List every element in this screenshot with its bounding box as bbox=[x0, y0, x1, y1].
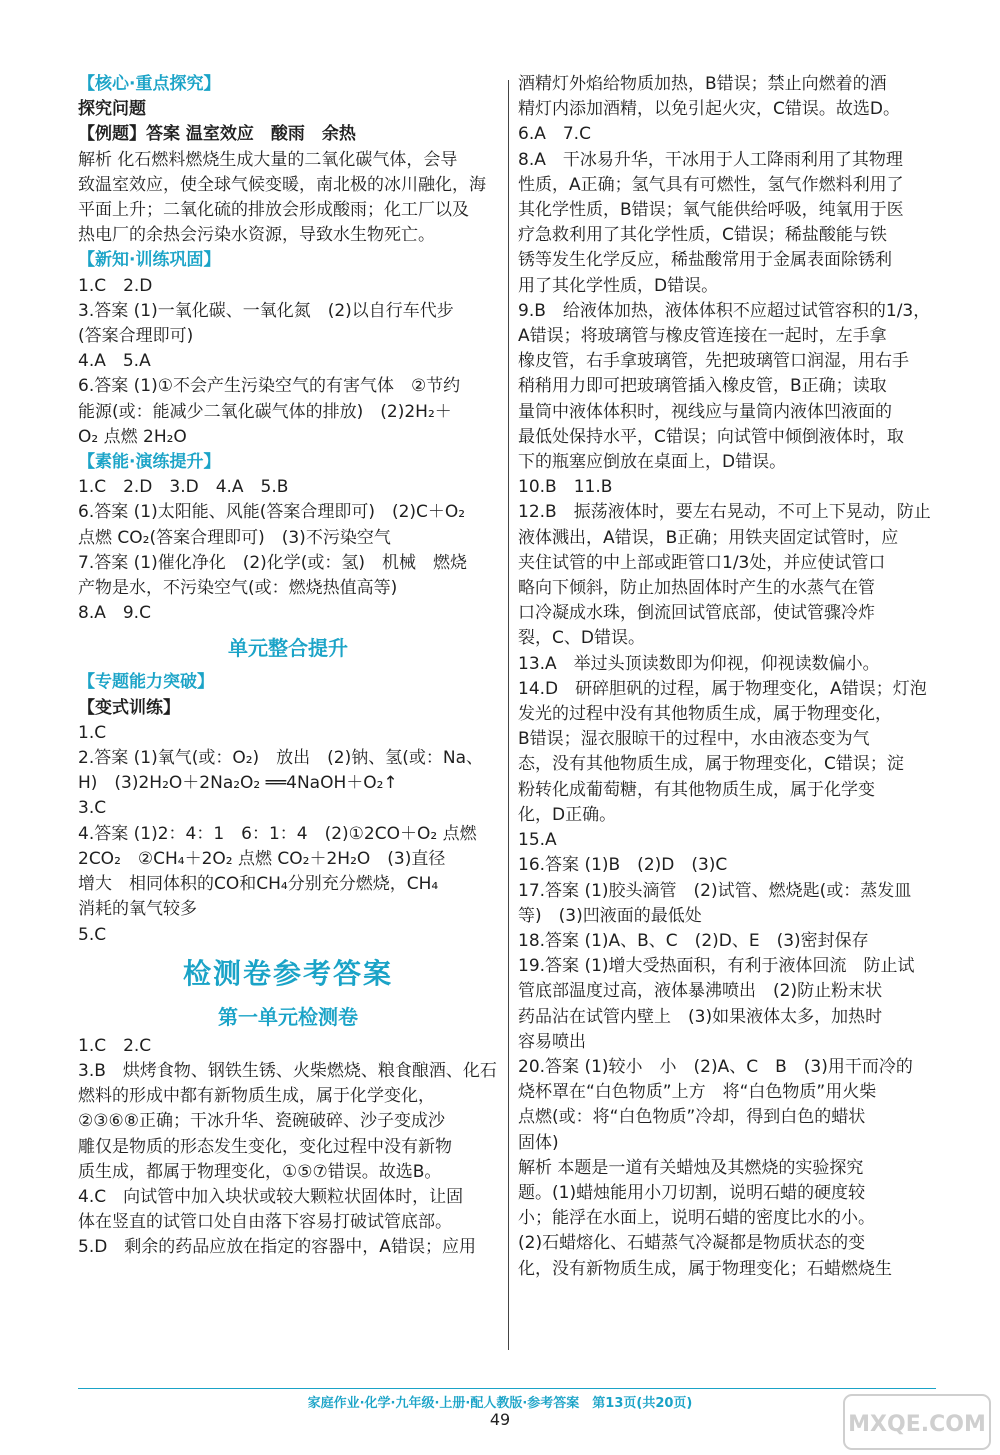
text-line: 热电厂的余热会污染水资源，导致水生物死亡。 bbox=[78, 225, 435, 246]
text-line: 【变式训练】 bbox=[78, 697, 180, 718]
text-line: 雕仅是物质的形态发生变化，变化过程中没有新物 bbox=[78, 1136, 452, 1157]
page-number: 49 bbox=[489, 1410, 511, 1429]
text-line: 16.答案 (1)B (2)D (3)C bbox=[518, 855, 728, 876]
text-line: 8.A 干冰易升华，干冰用于人工降雨利用了其物理 bbox=[518, 149, 903, 170]
text-line: 解析 本题是一道有关蜡烛及其燃烧的实验探究 bbox=[518, 1157, 864, 1178]
left-column bbox=[78, 72, 498, 1261]
text-line: ②③⑥⑧正确；干冰升华、瓷碗破碎、沙子变成沙 bbox=[78, 1111, 445, 1132]
text-line: 8.A 9.C bbox=[78, 603, 151, 624]
text-line: 橡皮管，右手拿玻璃管，先把玻璃管口润湿，用右手 bbox=[518, 351, 909, 372]
text-line: 态，没有其他物质生成，属于物理变化，C错误；淀 bbox=[518, 754, 904, 775]
text-line: 最低处保持水平，C错误；向试管中倾倒液体时，取 bbox=[518, 426, 904, 447]
footer-rule bbox=[78, 1388, 936, 1389]
text-line: 5.C bbox=[78, 924, 107, 945]
section-title: 单元整合提升 bbox=[228, 636, 348, 661]
text-line: 燃料的形成中都有新物质生成，属于化学变化， bbox=[78, 1086, 435, 1107]
text-line: 性质，A正确；氢气具有可燃性，氢气作燃料利用了 bbox=[518, 174, 904, 195]
text-line: 用了其化学性质，D错误。 bbox=[518, 275, 719, 296]
section-heading: 【专题能力突破】 bbox=[78, 672, 214, 693]
text-line: 4.C 向试管中加入块状或较大颗粒状固体时，让固 bbox=[78, 1186, 464, 1207]
text-line: B错误；湿衣服晾干的过程中，水由液态变为气 bbox=[518, 729, 870, 750]
text-line: 1.C 2.C bbox=[78, 1035, 152, 1056]
text-line: 15.A bbox=[518, 830, 557, 851]
text-line: 致温室效应，使全球气候变暖，南北极的冰川融化，海 bbox=[78, 174, 486, 195]
text-line: 题。(1)蜡烛能用小刀切割，说明石蜡的硬度较 bbox=[518, 1182, 866, 1203]
text-line: 10.B 11.B bbox=[518, 477, 613, 498]
text-line: 酒精灯外焰给物质加热，B错误；禁止向燃着的酒 bbox=[518, 74, 887, 94]
text-line: 容易喷出 bbox=[518, 1031, 586, 1052]
text-line: 固体) bbox=[518, 1132, 559, 1153]
text-line: 下的瓶塞应倒放在桌面上，D错误。 bbox=[518, 452, 787, 473]
text-line: 4.A 5.A bbox=[78, 351, 151, 372]
text-line: 略向下倾斜，防止加热固体时产生的水蒸气在管 bbox=[518, 578, 875, 599]
text-line: (答案合理即可) bbox=[78, 326, 194, 347]
text-line: 能源(或：能减少二氧化碳气体的排放) (2)2H₂＋ bbox=[78, 401, 452, 422]
text-line: 9.B 给液体加热，液体体积不应超过试管容积的1/3， bbox=[518, 300, 931, 321]
text-line: 口冷凝成水珠，倒流回试管底部，使试管骤冷炸 bbox=[518, 603, 875, 624]
text-line: A错误；将玻璃管与橡皮管连接在一起时，左手拿 bbox=[518, 326, 887, 347]
text-line: 13.A 举过头顶读数即为仰视，仰视读数偏小。 bbox=[518, 653, 880, 674]
text-line: 化，D正确。 bbox=[518, 804, 617, 825]
text-line: 平面上升；二氧化硫的排放会形成酸雨；化工厂以及 bbox=[78, 200, 469, 221]
text-line: 20.答案 (1)较小 小 (2)A、C B (3)用干而冷的 bbox=[518, 1056, 913, 1077]
text-line: 19.答案 (1)增大受热面积，有利于液体回流 防止试 bbox=[518, 956, 915, 977]
section-heading: 【素能·演练提升】 bbox=[78, 452, 221, 473]
text-line: 3.B 烘烤食物、钢铁生锈、火柴燃烧、粮食酿酒、化石 bbox=[78, 1060, 497, 1081]
text-line: 夹住试管的中上部或距管口1/3处，并应使试管口 bbox=[518, 552, 886, 573]
text-line: 增大 相同体积的CO和CH₄分别充分燃烧，CH₄ bbox=[78, 874, 439, 895]
text-line: 消耗的氧气较多 bbox=[78, 899, 197, 920]
text-line: H) (3)2H₂O＋2Na₂O₂ ══4NaOH＋O₂↑ bbox=[78, 773, 398, 794]
text-line: 1.C 2.D 3.D 4.A 5.B bbox=[78, 477, 289, 498]
text-line: 小；能浮在水面上，说明石蜡的密度比水的小。 bbox=[518, 1208, 875, 1229]
text-line: 裂，C、D错误。 bbox=[518, 628, 645, 649]
text-line: 粉转化成葡萄糖，有其他物质生成，属于化学变 bbox=[518, 779, 875, 800]
text-line: 4.答案 (1)2：4：1 6：1：4 (2)①2CO＋O₂ 点燃 bbox=[78, 823, 477, 844]
text-line: 18.答案 (1)A、B、C (2)D、E (3)密封保存 bbox=[518, 930, 869, 951]
text-line: 6.答案 (1)太阳能、风能(答案合理即可) (2)C＋O₂ bbox=[78, 502, 466, 523]
text-line: 等) (3)凹液面的最低处 bbox=[518, 905, 702, 926]
text-line: 解析 化石燃料燃烧生成大量的二氧化碳气体，会导 bbox=[78, 149, 458, 170]
text-line: 烧杯罩在“白色物质”上方 将“白色物质”用火柴 bbox=[518, 1082, 877, 1103]
text-line: 3.答案 (1)一氧化碳、一氧化氮 (2)以自行车代步 bbox=[78, 300, 454, 321]
text-line: 其化学性质，B错误；氧气能供给呼吸，纯氧用于医 bbox=[518, 200, 904, 221]
text-line: 7.答案 (1)催化净化 (2)化学(或：氢) 机械 燃烧 bbox=[78, 552, 468, 573]
text-line: 12.B 振荡液体时，要左右晃动，不可上下晃动，防止 bbox=[518, 502, 931, 523]
text-line: 3.C bbox=[78, 798, 107, 819]
text-line: 体在竖直的试管口处自由落下容易打破试管底部。 bbox=[78, 1212, 452, 1233]
column-divider bbox=[508, 80, 509, 1350]
text-line: 管底部温度过高，液体暴沸喷出 (2)防止粉末状 bbox=[518, 981, 883, 1002]
text-line: 6.答案 (1)①不会产生污染空气的有害气体 ②节约 bbox=[78, 376, 461, 397]
text-line: 疗急救利用了其化学性质，C错误；稀盐酸能与铁 bbox=[518, 225, 887, 246]
watermark-text: MXQE.COM bbox=[848, 1412, 986, 1437]
watermark-logo-icon bbox=[842, 1393, 992, 1451]
text-line: 质生成，都属于物理变化，①⑤⑦错误。故选B。 bbox=[78, 1161, 442, 1182]
text-line: 锈等发生化学反应，稀盐酸常用于金属表面除锈利 bbox=[518, 250, 892, 271]
text-line: 1.C 2.D bbox=[78, 275, 153, 296]
text-line: 稍稍用力即可把玻璃管插入橡皮管，B正确；读取 bbox=[518, 376, 887, 397]
text-line: O₂ 点燃 2H₂O bbox=[78, 426, 187, 447]
text-line: 药品沾在试管内壁上 (3)如果液体太多，加热时 bbox=[518, 1006, 883, 1027]
text-line: 14.D 研碎胆矾的过程，属于物理变化，A错误；灯泡 bbox=[518, 678, 927, 699]
text-line: 17.答案 (1)胶头滴管 (2)试管、燃烧匙(或：蒸发皿 bbox=[518, 880, 912, 901]
page-footer: 家庭作业·化学·九年级·上册·配人教版·参考答案 第13页(共20页) bbox=[307, 1396, 693, 1411]
text-line: 化，没有新物质生成，属于物理变化；石蜡燃烧生 bbox=[518, 1258, 892, 1279]
text-line: 2.答案 (1)氧气(或：O₂) 放出 (2)钠、氢(或：Na、 bbox=[78, 748, 484, 769]
section-heading: 【新知·训练巩固】 bbox=[78, 250, 221, 271]
text-line: 点燃 CO₂(答案合理即可) (3)不污染空气 bbox=[78, 527, 391, 548]
text-line: 量筒中液体体积时，视线应与量筒内液体凹液面的 bbox=[518, 401, 892, 422]
section-title: 第一单元检测卷 bbox=[218, 1004, 358, 1029]
right-column bbox=[518, 72, 936, 1282]
text-line: 产物是水，不污染空气(或：燃烧热值高等) bbox=[78, 578, 398, 599]
text-line: 点燃(或：将“白色物质”冷却，得到白色的蜡状 bbox=[518, 1107, 866, 1128]
text-line: 发光的过程中没有其他物质生成，属于物理变化， bbox=[518, 704, 892, 725]
text-line: 精灯内添加酒精，以免引起火灾，C错误。故选D。 bbox=[518, 99, 900, 120]
text-line: 1.C bbox=[78, 722, 107, 743]
text-line: 6.A 7.C bbox=[518, 124, 591, 145]
section-title: 检测卷参考答案 bbox=[182, 956, 393, 990]
text-line: (2)石蜡熔化、石蜡蒸气冷凝都是物质状态的变 bbox=[518, 1233, 866, 1254]
text-line: 2CO₂ ②CH₄＋2O₂ 点燃 CO₂＋2H₂O (3)直径 bbox=[78, 848, 446, 869]
text-line: 5.D 剩余的药品应放在指定的容器中，A错误；应用 bbox=[78, 1237, 476, 1258]
text-line: 探究问题 bbox=[78, 99, 146, 120]
section-heading: 【核心·重点探究】 bbox=[78, 74, 221, 94]
text-line: 【例题】答案 温室效应 酸雨 余热 bbox=[78, 124, 356, 145]
text-line: 液体溅出，A错误，B正确；用铁夹固定试管时，应 bbox=[518, 527, 899, 548]
